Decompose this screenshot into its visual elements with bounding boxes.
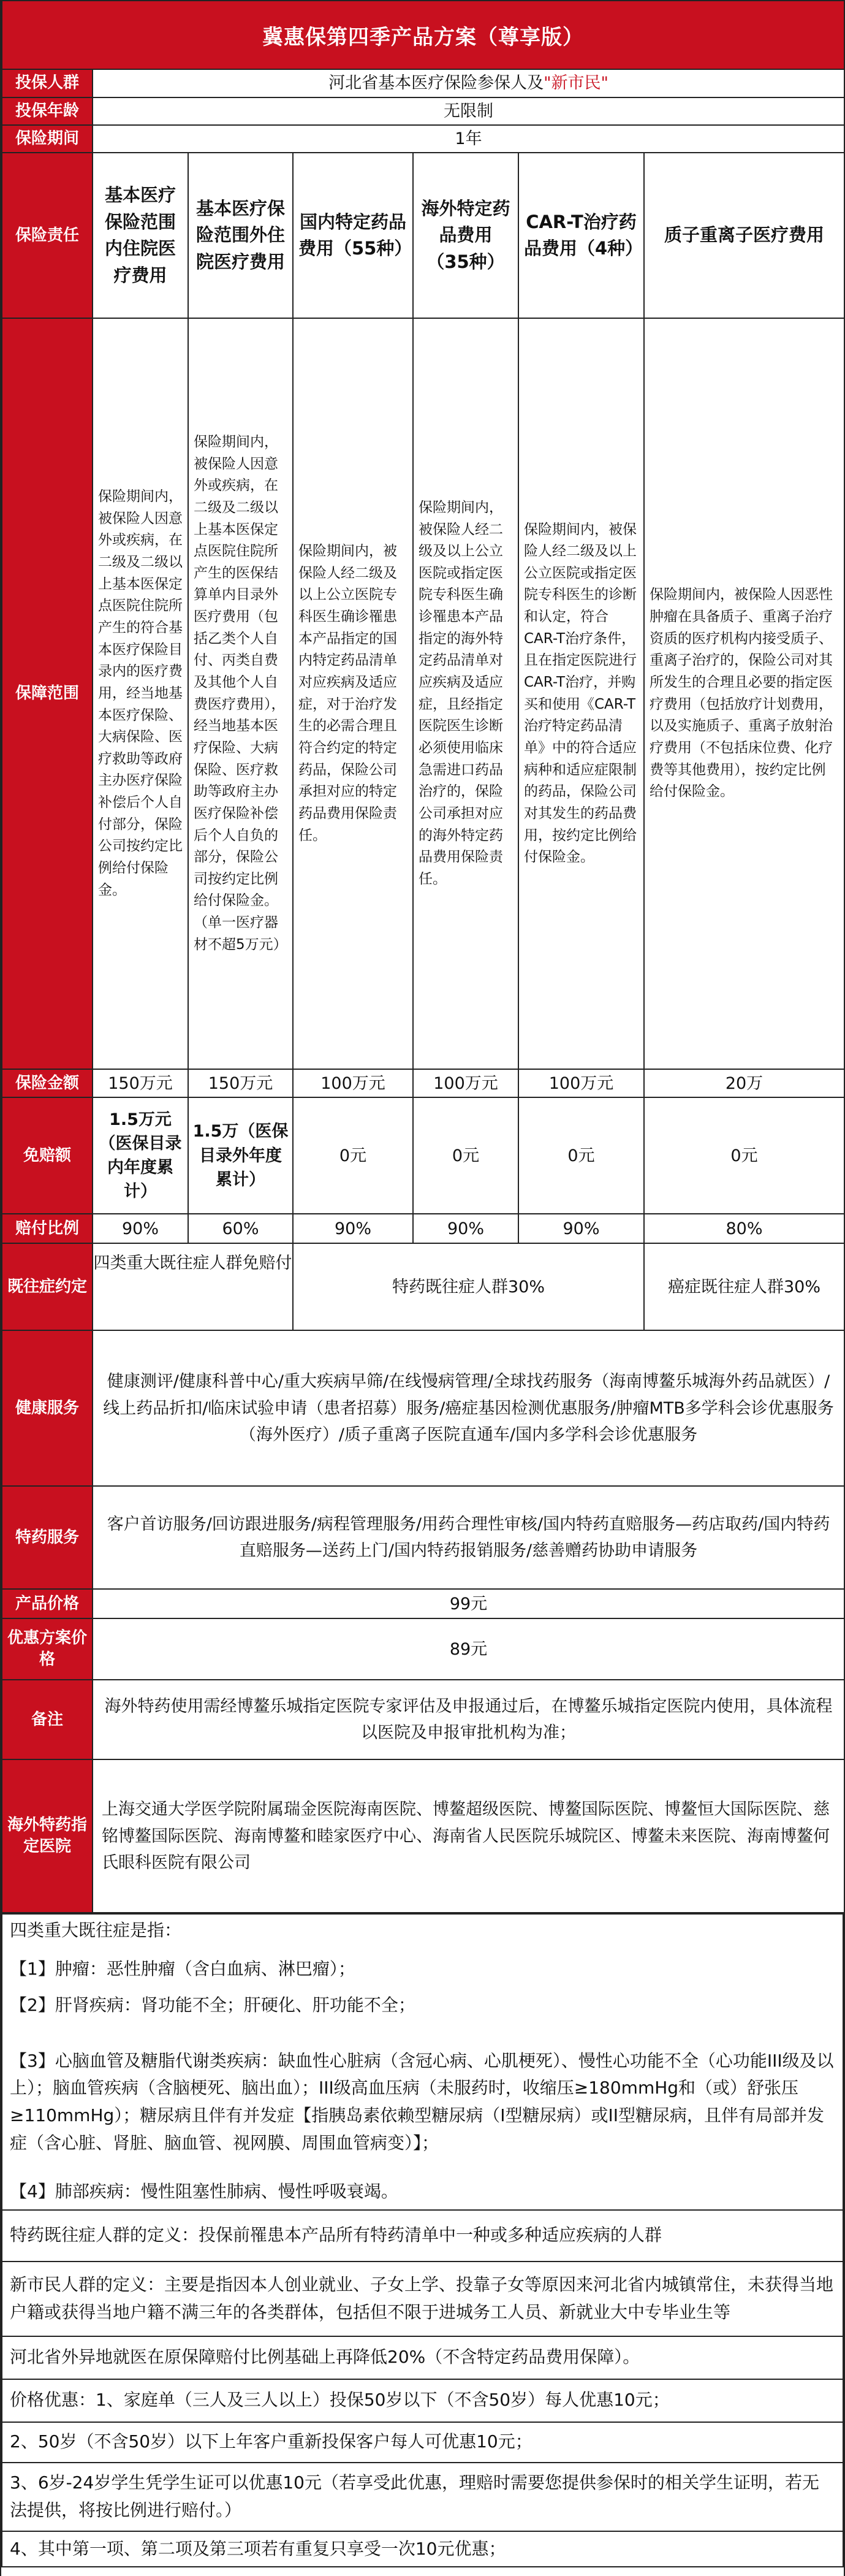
condition-tumor: 【1】肿瘤：恶性肿瘤（含白血病、淋巴瘤）； bbox=[10, 1958, 355, 1979]
price-label: 产品价格 bbox=[2, 1589, 93, 1618]
drug-preexisting-definition: 特药既往症人群的定义：投保前罹患本产品所有特药清单中一种或多种适应疾病的人群 bbox=[2, 2210, 843, 2262]
responsibility-col-5: CAR-T治疗药品费用（4种） bbox=[518, 153, 644, 318]
responsibility-col-4: 海外特定药品费用（35种） bbox=[413, 153, 518, 318]
promo-price-label: 优惠方案价格 bbox=[2, 1618, 93, 1680]
deductible-4: 0元 bbox=[413, 1097, 518, 1214]
condition-liver-kidney: 【2】肝肾疾病：肾功能不全；肝硬化、肝功能不全； bbox=[10, 1994, 415, 2015]
period-label: 保险期间 bbox=[2, 125, 93, 153]
remark-value: 海外特药使用需经博鳌乐城指定医院专家评估及申报通过后，在博鳌乐城指定医院内使用，具体流程以医院及申报审批机构为准； bbox=[93, 1680, 844, 1759]
four-major-title: 四类重大既往症是指： bbox=[10, 1920, 182, 1941]
ratio-2: 60% bbox=[188, 1214, 293, 1243]
deductible-6: 0元 bbox=[644, 1097, 844, 1214]
insured-age-value: 无限制 bbox=[93, 97, 844, 125]
drug-service-value: 客户首访服务/回访跟进服务/病程管理服务/用药合理性审核/国内特药直赔服务—药店取药/国内特药直赔服务—送药上门/国内特药报销服务/慈善赠药协助申请服务 bbox=[93, 1486, 844, 1589]
deductible-3: 0元 bbox=[293, 1097, 413, 1214]
plan-table bbox=[1, 0, 845, 1913]
ratio-1: 90% bbox=[93, 1214, 188, 1243]
new-citizen-definition: 新市民人群的定义：主要是指因本人创业就业、子女上学、投靠子女等原因来河北省内城镇常住，未获得当地户籍或获得当地户籍不满三年的各类群体，包括但不限于进城务工人员、新就业大中专毕业生等 bbox=[2, 2262, 843, 2336]
ratio-5: 90% bbox=[518, 1214, 644, 1243]
condition-lung: 【4】肺部疾病：慢性阻塞性肺病、慢性呼吸衰竭。 bbox=[10, 2181, 398, 2201]
amount-3: 100万元 bbox=[293, 1069, 413, 1097]
insured-group-label: 投保人群 bbox=[2, 69, 93, 97]
amount-2: 150万元 bbox=[188, 1069, 293, 1097]
condition-cardio: 【3】心脑血管及糖脂代谢类疾病：缺血性心脏病（含冠心病、心肌梗死）、慢性心功能不全（心功能III级及以上）；脑血管疾病（含脑梗死、脑出血）；III级高血压病（未服药时，收缩压≥180mmHg和（或）舒张压≥110mmHg）；糖尿病且伴有并发症【指胰岛素依赖型糖尿病（I型糖尿病）或II型糖尿病，且伴有局部并发症（含心脏、肾脏、脑血管、视网膜、周围血管病变）】； bbox=[10, 2050, 834, 2153]
deductible-1: 1.5万元（医保目录内年度累计） bbox=[93, 1097, 188, 1214]
scope-desc-3: 保险期间内，被保险人经二级及以上公立医院专科医生确诊罹患本产品指定的国内特定药品清单对应疾病及适应症，对于治疗发生的必需合理且符合约定的特定药品，保险公司承担对应的特定药品费用保险责任。 bbox=[293, 318, 413, 1069]
four-major-definitions bbox=[2, 1914, 843, 2209]
preexisting-four-major: 四类重大既往症人群免赔付 bbox=[93, 1243, 293, 1330]
responsibility-label: 保险责任 bbox=[2, 153, 93, 318]
scope-desc-4: 保险期间内，被保险人经二级及以上公立医院或指定医院专科医生确诊罹患本产品指定的海外特定药品清单对应疾病及适应症，且经指定医院医生诊断必须使用临床急需进口药品治疗的，保险公司承担对应的海外特定药品费用保险责任。 bbox=[413, 318, 518, 1069]
discount-3: 3、6岁-24岁学生凭学生证可以优惠10元（若享受此优惠，理赔时需要您提供参保时的相关学生证明，若无法提供，将按比例进行赔付。） bbox=[2, 2463, 843, 2531]
preexisting-drug: 特药既往症人群30% bbox=[293, 1243, 644, 1330]
responsibility-col-3: 国内特定药品费用（55种） bbox=[293, 153, 413, 318]
plan-title: 冀惠保第四季产品方案（尊享版） bbox=[2, 1, 844, 69]
deductible-5: 0元 bbox=[518, 1097, 644, 1214]
discount-2: 2、50岁（不含50岁）以下上年客户重新投保客户每人可优惠10元； bbox=[2, 2422, 843, 2463]
responsibility-col-6: 质子重离子医疗费用 bbox=[644, 153, 844, 318]
amount-6: 20万 bbox=[644, 1069, 844, 1097]
period-value: 1年 bbox=[93, 125, 844, 153]
hospitals-value: 上海交通大学医学院附属瑞金医院海南医院、博鳌超级医院、博鳌国际医院、博鳌恒大国际医院、慈铭博鳌国际医院、海南博鳌和睦家医疗中心、海南省人民医院乐城院区、博鳌未来医院、海南博鳌何氏眼科医院有限公司 bbox=[93, 1759, 844, 1913]
amount-1: 150万元 bbox=[93, 1069, 188, 1097]
discount-4: 4、其中第一项、第二项及第三项若有重复只享受一次10元优惠； bbox=[2, 2531, 843, 2567]
new-citizen-highlight: "新市民" bbox=[544, 74, 608, 93]
ratio-6: 80% bbox=[644, 1214, 844, 1243]
hospitals-label: 海外特药指定医院 bbox=[2, 1759, 93, 1913]
scope-desc-2: 保险期间内，被保险人因意外或疾病，在二级及二级以上基本医保定点医院住院所产生的医保结算单内目录外医疗费用（包括乙类个人自付、丙类自费及其他个人自费医疗费用），经当地基本医疗保险、大病保险、医疗救助等政府主办医疗保险补偿后个人自负的部分，保险公司按约定比例给付保险金。（单一医疗器材不超5万元） bbox=[188, 318, 293, 1069]
scope-desc-1: 保险期间内，被保险人因意外或疾病，在二级及二级以上基本医保定点医院住院所产生的符合基本医疗保险目录内的医疗费用，经当地基本医疗保险、大病保险、医疗救助等政府主办医疗保险补偿后个人自付部分，保险公司按约定比例给付保险金。 bbox=[93, 318, 188, 1069]
deductible-label: 免赔额 bbox=[2, 1097, 93, 1214]
responsibility-col-1: 基本医疗保险范围内住院医疗费用 bbox=[93, 153, 188, 318]
deductible-2: 1.5万（医保目录外年度累计） bbox=[188, 1097, 293, 1214]
price-value: 99元 bbox=[93, 1589, 844, 1618]
discount-1: 价格优惠：1、家庭单（三人及三人以上）投保50岁以下（不含50岁）每人优惠10元； bbox=[2, 2379, 843, 2422]
responsibility-col-2: 基本医疗保险范围外住院医疗费用 bbox=[188, 153, 293, 318]
scope-label: 保障范围 bbox=[2, 318, 93, 1069]
offsite-rule: 河北省外异地就医在原保障赔付比例基础上再降低20%（不含特定药品费用保障）。 bbox=[2, 2336, 843, 2379]
remark-label: 备注 bbox=[2, 1680, 93, 1759]
ratio-3: 90% bbox=[293, 1214, 413, 1243]
amount-4: 100万元 bbox=[413, 1069, 518, 1097]
amount-label: 保险金额 bbox=[2, 1069, 93, 1097]
promo-price-value: 89元 bbox=[93, 1618, 844, 1680]
ratio-4: 90% bbox=[413, 1214, 518, 1243]
scope-desc-5: 保险期间内，被保险人经二级及以上公立医院或指定医院专科医生的诊断和认定，符合CAR-T治疗条件，且在指定医院进行CAR-T治疗，并购买和使用《CAR-T治疗特定药品清单》中的符合适应病种和适应症限制的药品，保险公司对其发生的药品费用，按约定比例给付保险金。 bbox=[518, 318, 644, 1069]
amount-5: 100万元 bbox=[518, 1069, 644, 1097]
health-service-label: 健康服务 bbox=[2, 1330, 93, 1486]
ratio-label: 赔付比例 bbox=[2, 1214, 93, 1243]
health-service-value: 健康测评/健康科普中心/重大疾病早筛/在线慢病管理/全球找药服务（海南博鳌乐城海外药品就医）/线上药品折扣/临床试验申请（患者招募）服务/癌症基因检测优惠服务/肿瘤MTB多学科会诊优惠服务（海外医疗）/质子重离子医院直通车/国内多学科会诊优惠服务 bbox=[93, 1330, 844, 1486]
insured-age-label: 投保年龄 bbox=[2, 97, 93, 125]
preexisting-label: 既往症约定 bbox=[2, 1243, 93, 1330]
insured-group-value: 河北省基本医疗保险参保人及"新市民" bbox=[93, 69, 844, 97]
notes-table bbox=[1, 1913, 844, 2567]
preexisting-cancer: 癌症既往症人群30% bbox=[644, 1243, 844, 1330]
drug-service-label: 特药服务 bbox=[2, 1486, 93, 1589]
scope-desc-6: 保险期间内，被保险人因恶性肿瘤在具备质子、重离子治疗资质的医疗机构内接受质子、重离子治疗的，保险公司对其所发生的合理且必要的指定医疗费用（包括放疗计划费用，以及实施质子、重离子放射治疗费用（不包括床位费、化疗费等其他费用），按约定比例给付保险金。 bbox=[644, 318, 844, 1069]
